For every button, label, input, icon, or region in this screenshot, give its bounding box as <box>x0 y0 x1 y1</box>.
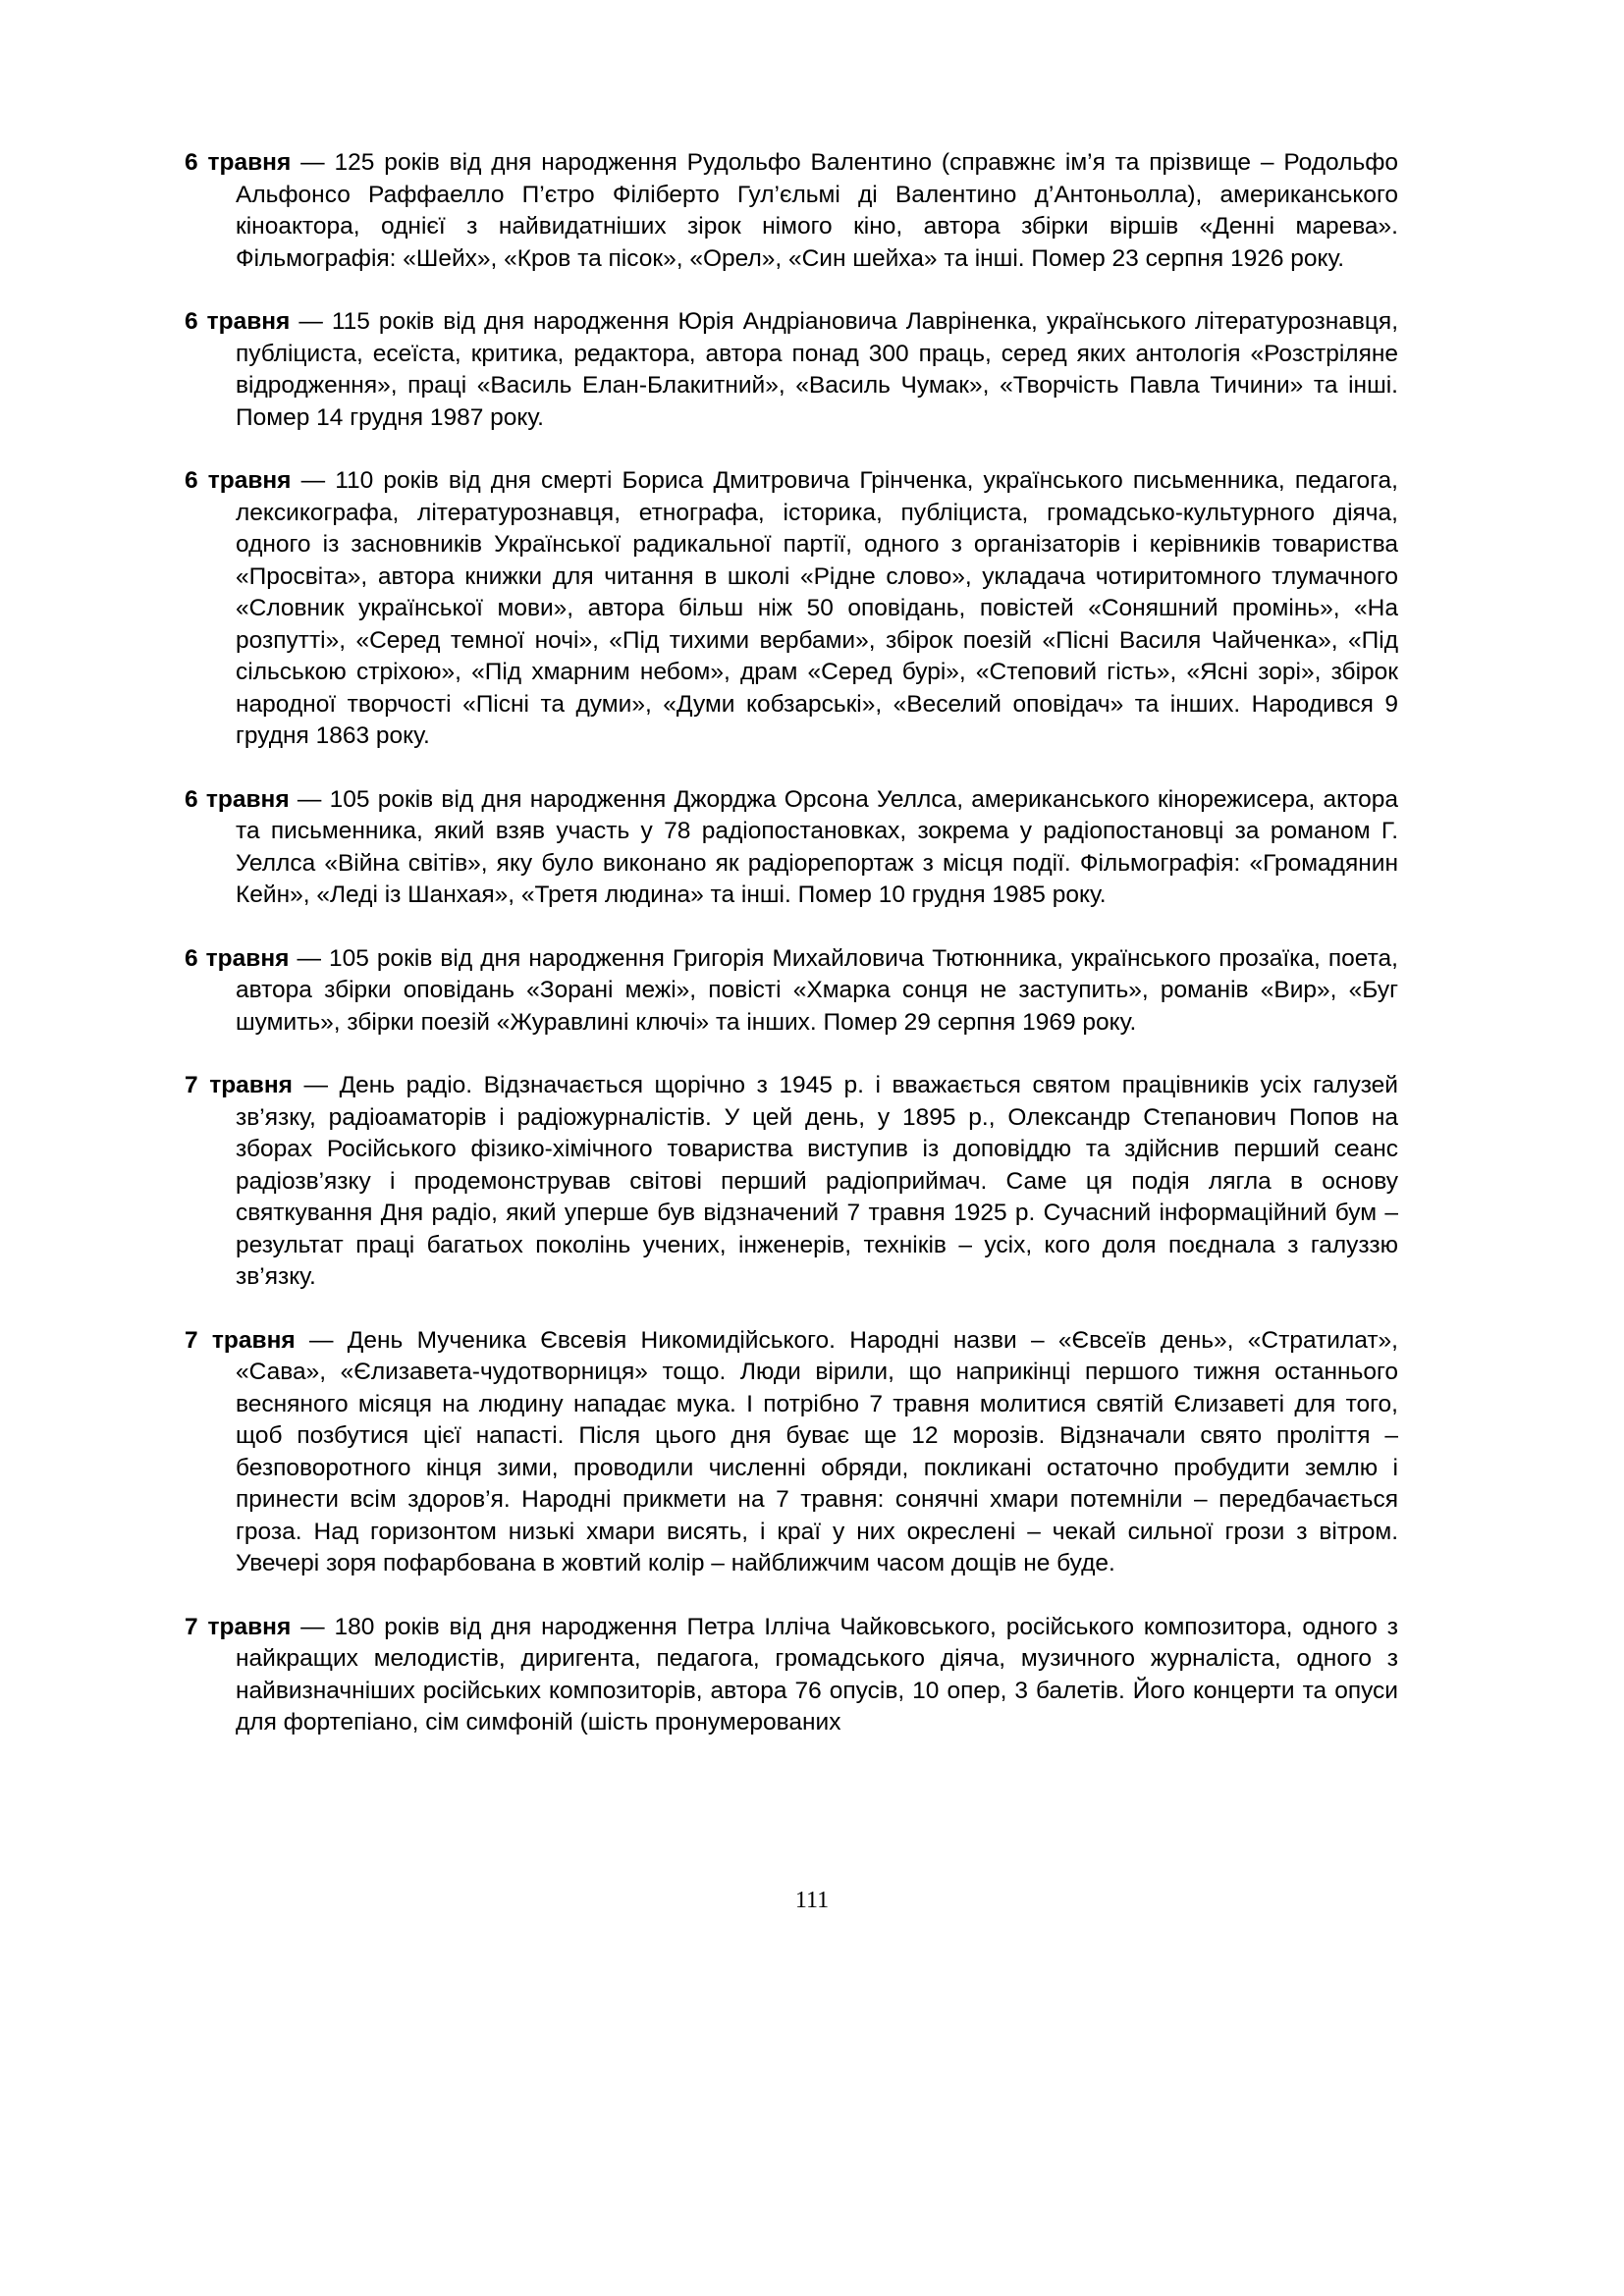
entry-text: 180 років від дня народження Петра Ілліча Чайковського, російського композитора, одного з найкращих мелодистів, диригента, педагога, громадського діяча, музичного журналіста, одного з найвизначніших російських композиторів, автора 76 опусів, 10 опер, 3 балетів. Його концерти та опуси для фортепіано, сім симфоній (шість пронумерованих <box>236 1613 1399 1735</box>
entry-date: 6 травня <box>185 944 290 972</box>
entry-date: 7 травня <box>185 1613 292 1640</box>
entry-text: 105 років від дня народження Джорджа Орсона Уеллса, американського кінорежисера, актора та письменника, який взяв участь у 78 радіопостановках, зокрема у радіопостановці за романом Г. Уеллса «Війна світів», яку було виконано як радіорепортаж з місця події. Фільмографія: «Громадянин Кейн», «Леді із Шанхая», «Третя людина» та інші. Помер 10 грудня 1985 року. <box>236 785 1398 908</box>
calendar-entry <box>185 1612 1398 1739</box>
calendar-entry <box>185 465 1398 753</box>
entry-text: День радіо. Відзначається щорічно з 1945 р. і вважається святом працівників усіх галузей зв’язку, радіоаматорів і радіожурналістів. У цей день, у 1895 р., Олександр Степанович Попов на зборах Російського фізико-хімічного товариства виступив із доповіддю та здійснив перший сеанс радіозв’язку і продемонстрував світові перший радіоприймач. Саме ця подія лягла в основу святкування Дня радіо, який уперше був відзначений 7 травня 1925 р. Сучасний інформаційний бум – результат праці багатьох поколінь учених, інженерів, техніків – усіх, кого доля поєднала з галуззю зв’язку. <box>236 1072 1398 1290</box>
entry-text: 105 років від дня народження Григорія Михайловича Тютюнника, українського прозаїка, поета, автора збірки оповідань «Зорані межі», повісті «Хмарка сонця не заступить», романів «Вир», «Буг шумить», збірки поезій «Журавлині ключі» та інших. Помер 29 серпня 1969 року. <box>236 944 1398 1036</box>
calendar-entries <box>185 147 1398 1771</box>
entry-text: 115 років від дня народження Юрія Андріановича Лавріненка, українського літературознавця, публіциста, есеїста, критика, редактора, автора понад 300 праць, серед яких антологія «Розстріляне відродження», праці «Василь Елан-Блакитний», «Василь Чумак», «Творчість Павла Тичини» та інші. Помер 14 грудня 1987 року. <box>236 308 1398 431</box>
entry-date: 7 травня <box>185 1072 293 1098</box>
entry-date: 7 травня <box>185 1326 296 1354</box>
entry-date: 6 травня <box>185 308 291 335</box>
entry-date: 6 травня <box>185 467 292 494</box>
calendar-entry <box>185 147 1398 275</box>
entry-dash: — <box>298 308 323 335</box>
calendar-entry <box>185 1325 1398 1580</box>
entry-dash: — <box>300 149 325 176</box>
calendar-entry <box>185 1070 1398 1294</box>
entry-dash: — <box>300 467 326 494</box>
calendar-entry <box>185 784 1398 912</box>
calendar-entry <box>185 306 1398 434</box>
entry-text: День Мученика Євсевія Никомидійського. Народні назви – «Євсеїв день», «Стратилат», «Сава», «Єлизавета-чудотворниця» тощо. Люди вірили, що наприкінці першого тижня останнього весняного місяця на людину нападає мука. І потрібно 7 травня молитися святій Єлизаветі для того, щоб позбутися цієї напасті. Після цього дня буває ще 12 морозів. Відзначали свято проліття – безповоротного кінця зими, проводили численні обряди, покликані остаточно пробудити землю і принести всім здоров’я. Народні прикмети на 7 травня: сонячні хмари потемніли – передбачається гроза. Над горизонтом низькі хмари висять, і краї у них окреслені – чекай сильної грози з вітром. Увечері зоря пофарбована в жовтий колір – найближчим часом дощів не буде. <box>236 1326 1398 1576</box>
entry-text: 110 років від дня смерті Бориса Дмитровича Грінченка, українського письменника, педагога, лексикографа, літературознавця, етнографа, історика, публіциста, громадсько-культурного діяча, одного із засновників Української радикальної партії, одного з організаторів і керівників товариства «Просвіта», автора книжки для читання в школі «Рідне слово», укладача чотиритомного тлумачного «Словник української мови», автора більш ніж 50 оповідань, повістей «Соняшний промінь», «На розпутті», «Серед темної ночі», «Під тихими вербами», збірок поезій «Пісні Василя Чайченка», «Під сільською стріхою», «Під хмарним небом», драм «Серед бурі», «Степовий гість», «Ясні зорі», збірок народної творчості «Пісні та думи», «Думи кобзарські», «Веселий оповідач» та інших. Народився 9 грудня 1863 року. <box>236 467 1398 749</box>
entry-date: 6 травня <box>185 785 290 813</box>
entry-date: 6 травня <box>185 149 292 176</box>
entry-dash: — <box>308 1326 334 1354</box>
entry-text: 125 років від дня народження Рудольфо Валентино (справжнє ім’я та прізвище – Родольфо Альфонсо Раффаелло П’єтро Філіберто Гул’єльмі ді Валентино д’Антоньолла), американського кіноактора, однієї з найвидатніших зірок німого кіно, автора збірки віршів «Денні марева». Фільмографія: «Шейх», «Кров та пісок», «Орел», «Син шейха» та інші. Помер 23 серпня 1926 року. <box>236 149 1398 272</box>
entry-dash: — <box>303 1072 329 1098</box>
calendar-entry <box>185 943 1398 1040</box>
page-number: 111 <box>794 1888 830 1913</box>
entry-dash: — <box>297 785 322 813</box>
entry-dash: — <box>297 944 321 972</box>
entry-dash: — <box>300 1613 325 1640</box>
